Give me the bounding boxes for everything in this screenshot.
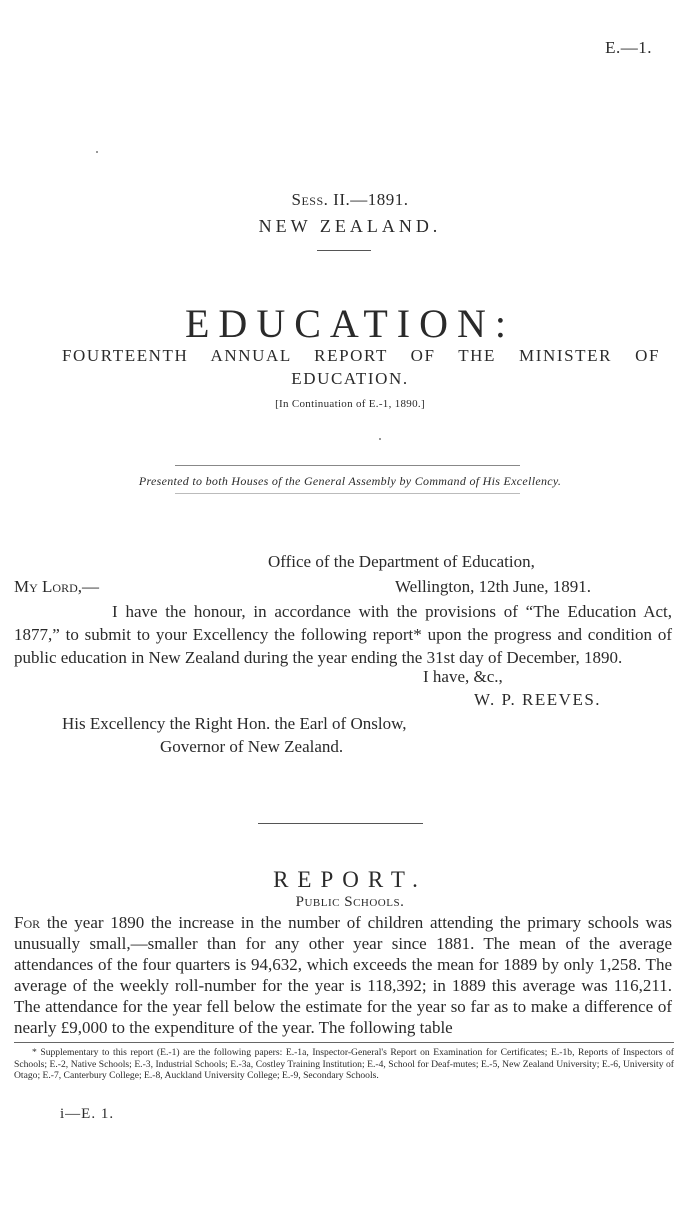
continuation-note: [In Continuation of E.-1, 1890.] [275,398,425,410]
divider-rule [317,250,371,251]
session-line [0,190,700,210]
report-paragraph [14,912,672,1038]
addressee-line-1: His Excellency the Right Hon. the Earl of Onslow, [62,714,407,733]
paper-speck [379,438,381,440]
subtitle-line-2: EDUCATION. [291,369,409,388]
letter-office: Office of the Department of Education, [268,552,535,571]
presented-rule-top [175,465,520,466]
letter-signature: W. P. REEVES. [474,690,602,709]
presented-rule-bottom [175,493,520,494]
letter-place-date: Wellington, 12th June, 1891. [395,577,592,596]
report-heading: REPORT. [273,867,427,892]
footnote-rule [14,1042,674,1043]
report-first-word: For [14,913,41,932]
sheet-signature: i—E. 1. [60,1106,115,1122]
section-heading: Public Schools. [295,894,405,910]
subtitle-line-1: FOURTEENTH ANNUAL REPORT OF THE MINISTER OF [62,346,660,365]
page-reference: E.—1. [605,38,652,57]
session-abbr: Sess. [291,190,329,209]
section-divider [258,823,423,824]
report-text: the year 1890 the increase in the number of children attending the primary schools was unusually small,—smaller than for any other year since 1881. The mean of the average attendances of the four quarters is 94,632, which exceeds the mean for 1889 by only 1,258. The average of the weekly roll-number for the year is 118,392; in 1889 this average was 116,211. The attendance for the year fell below the estimate for the year so far as to make a difference of nearly £9,000 to the expenditure of the year. The following table [14,913,672,1037]
addressee-line-2: Governor of New Zealand. [160,737,344,756]
footnote: * Supplementary to this report (E.-1) are the following papers: E.-1a, Inspector-General's Report on Examination for Certificates; E.-1b, Reports of Inspectors of Schools; E.-2, Native Schools; E.-3, Industrial Schools; E.-3a, Costley Training Institution; E.-4, School for Deaf-mutes; E.-5, New Zealand University; E.-6, University of Otago; E.-7, Canterbury College; E.-8, Auckland University College; E.-9, Secondary Schools. [14,1047,674,1082]
letter-valediction: I have, &c., [423,667,503,686]
document-title: EDUCATION: [185,301,515,346]
letter-salutation: My Lord,— [14,577,100,596]
presented-line: Presented to both Houses of the General Assembly by Command of His Excellency. [138,474,562,488]
session-number: II.—1891. [328,190,409,209]
paper-speck [96,151,98,153]
letter-body: I have the honour, in accordance with the provisions of “The Education Act, 1877,” to submit to your Excellency the following report* upon the progress and condition of public education in New Zealand during the year ending the 31st day of December, 1890. [14,602,672,667]
country-name: NEW ZEALAND. [258,216,442,236]
